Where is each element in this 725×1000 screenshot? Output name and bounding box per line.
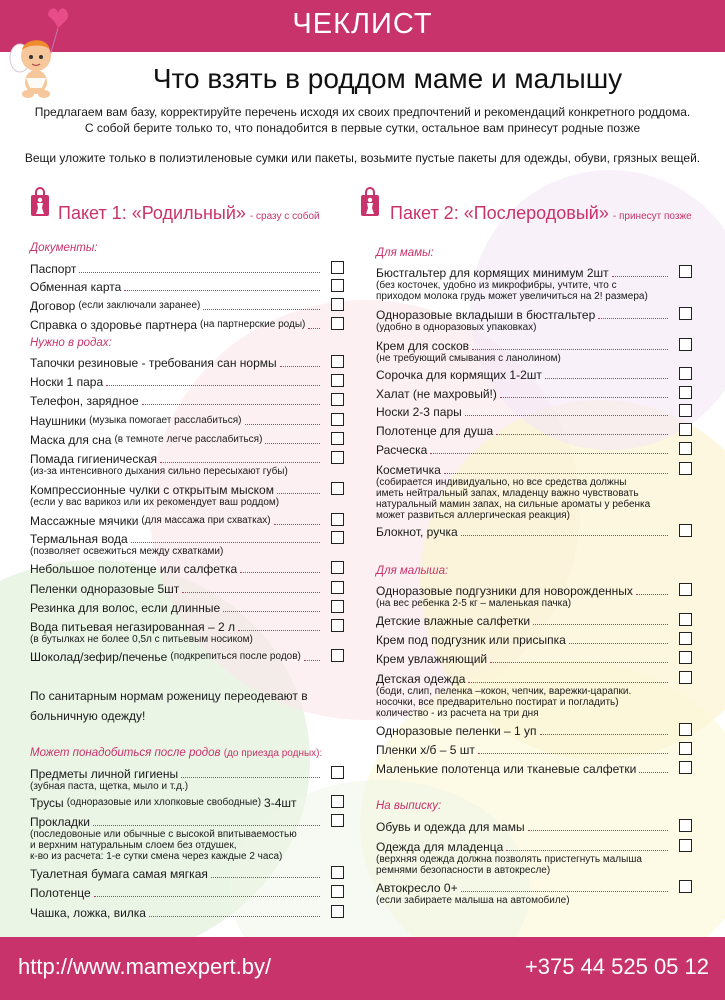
checklist-item-label: Обменная карта [30, 280, 122, 294]
dotted-leader [533, 624, 668, 625]
checkbox[interactable] [679, 367, 692, 380]
checklist-item [30, 356, 324, 370]
checkbox[interactable] [331, 581, 344, 594]
checkbox[interactable] [679, 462, 692, 475]
checklist-item-label: Резинка для волос, если длинные [30, 601, 221, 615]
dotted-leader [528, 830, 668, 831]
dotted-leader [245, 424, 320, 425]
checklist-item [30, 767, 324, 792]
checklist-item-label: Носки 1 пара [30, 375, 104, 389]
checkbox[interactable] [331, 513, 344, 526]
checklist-item [30, 262, 324, 276]
bag-woman-icon [360, 187, 380, 217]
checkbox[interactable] [679, 338, 692, 351]
checklist-item-label: Пеленки одноразовые 5шт [30, 582, 180, 596]
checklist-item-label: Массажные мячики [30, 514, 139, 528]
checkbox[interactable] [331, 261, 344, 274]
checkbox[interactable] [331, 355, 344, 368]
checklist-item-label: Предметы личной гигиены [30, 767, 179, 781]
checklist-item-detail: (без косточек, удобно из микрофибры, учтите, что с [376, 280, 617, 291]
checklist-item-label: Крем для сосков [376, 339, 469, 353]
checklist-item-label: Крем увлажняющий [376, 652, 488, 666]
checklist-item-detail: (если забираете малыша на автомобиле) [376, 895, 570, 906]
dotted-leader [160, 462, 320, 463]
dotted-leader [490, 662, 668, 663]
checklist-item-detail: (не требующий смывания с ланолином) [376, 353, 561, 364]
checklist-item-label: Носки 2-3 пары [376, 405, 462, 419]
checklist-item [376, 308, 672, 333]
section-title-mom: Для мамы: [376, 247, 434, 259]
checklist-item-detail: (в бутылках не более 0,5л с питьевым носиком) [30, 634, 253, 645]
checklist-item [376, 840, 672, 876]
checklist-item-label: Трусы [30, 796, 64, 810]
checklist-item-label: Детская одежда [376, 672, 466, 686]
checklist-item [376, 614, 672, 628]
checklist-item [30, 886, 324, 900]
checklist-item-label: Небольшое полотенце или салфетка [30, 562, 238, 576]
dotted-leader [468, 682, 668, 683]
checklist-item-label: Шоколад/зефир/печенье [30, 650, 168, 664]
checklist-item-detail: может развиться аллергическая реакция) [376, 510, 570, 521]
checklist-item-label: Косметичка [376, 463, 441, 477]
checklist-item [30, 532, 324, 557]
checklist-item-detail: приходом молока грудь может увеличиться на 2! размера) [376, 291, 648, 302]
dotted-leader [430, 453, 668, 454]
checkbox[interactable] [679, 307, 692, 320]
dotted-leader [274, 524, 320, 525]
checklist-item [30, 318, 324, 332]
checkbox[interactable] [331, 531, 344, 544]
checklist-item-label: Расческа [376, 443, 428, 457]
checklist-item [30, 414, 324, 428]
checklist-item-label: Обувь и одежда для мамы [376, 820, 525, 834]
checklist-item [376, 724, 672, 738]
dotted-leader [181, 777, 320, 778]
checklist-item-note: (для массажа при схватках) [141, 515, 271, 526]
footer-bar [0, 937, 725, 1000]
checklist-item-note: (на партнерские роды) [200, 319, 306, 330]
checklist-item-detail: к-во из расчета: 1-е сутки смена через каждые 2 часа) [30, 851, 283, 862]
checklist-item [30, 280, 324, 294]
dotted-leader [182, 592, 320, 593]
checkbox[interactable] [679, 632, 692, 645]
checklist-item-label: Одноразовые пеленки – 1 уп [376, 724, 537, 738]
pack1-header [58, 203, 320, 224]
checklist-item [30, 514, 324, 528]
checklist-item [376, 633, 672, 647]
hospital-clothes-line-1: По санитарным нормам роженицу переодевают в [30, 689, 308, 703]
checkbox[interactable] [331, 814, 344, 827]
checklist-item [376, 266, 672, 302]
checklist-item-label: Чашка, ложка, вилка [30, 906, 146, 920]
checkbox[interactable] [331, 482, 344, 495]
checklist-item-label: Вода питьевая негазированная – 2 л [30, 620, 235, 634]
checklist-item [30, 867, 324, 881]
checklist-item [30, 375, 324, 389]
header-label: ЧЕКЛИСТ [292, 8, 433, 40]
checkbox[interactable] [679, 723, 692, 736]
checklist-item-detail: иметь нейтральный запах, младенцу важно чувствовать [376, 488, 639, 499]
checklist-item-detail: (если у вас варикоз или их рекомендует ваш роддом) [30, 497, 280, 508]
checklist-item [376, 424, 672, 438]
checkbox[interactable] [331, 600, 344, 613]
checklist-item [30, 906, 324, 920]
checklist-item-label: Пленки х/б – 5 шт [376, 743, 475, 757]
checkbox[interactable] [679, 761, 692, 774]
checklist-item-note: (подкрепиться после родов) [170, 651, 301, 662]
dotted-leader [506, 850, 668, 851]
checklist-item-label: Одноразовые подгузники для новорожденных [376, 584, 633, 598]
checklist-item-detail: (боди, слип, пеленка –кокон, чепчик, варежки-царапки. [376, 686, 632, 697]
checklist-item [30, 601, 324, 615]
checklist-item [30, 452, 324, 477]
checkbox[interactable] [331, 317, 344, 330]
checklist-item-label: Полотенце [30, 886, 91, 900]
checklist-item [376, 463, 672, 521]
header-bar [0, 0, 725, 52]
dotted-leader [598, 318, 668, 319]
checklist-item-label: Бюстгальтер для кормящих минимум 2шт [376, 266, 609, 280]
dotted-leader [149, 916, 320, 917]
checkbox[interactable] [331, 866, 344, 879]
checklist-item-label: Блокнот, ручка [376, 525, 458, 539]
dotted-leader [223, 611, 320, 612]
checklist-item-label: Детские влажные салфетки [376, 614, 531, 628]
checkbox[interactable] [679, 442, 692, 455]
checkbox[interactable] [331, 561, 344, 574]
checkbox[interactable] [679, 524, 692, 537]
dotted-leader [496, 434, 668, 435]
checklist-item-label: Маленькие полотенца или тканевые салфетки [376, 762, 637, 776]
checklist-item [376, 743, 672, 757]
dotted-leader [639, 772, 668, 773]
checklist-item-label: Одежда для младенца [376, 840, 504, 854]
hospital-clothes-line-2: больничную одежду! [30, 709, 146, 723]
checkbox[interactable] [331, 298, 344, 311]
checklist-item-label: Автокресло 0+ [376, 881, 458, 895]
checklist-item [376, 672, 672, 719]
checklist-item [376, 820, 672, 834]
dotted-leader [131, 542, 320, 543]
checklist-item [376, 881, 672, 906]
checkbox[interactable] [679, 651, 692, 664]
checklist-item-detail: носочки, все предварительно постират и погладить) [376, 697, 619, 708]
checkbox[interactable] [331, 766, 344, 779]
dotted-leader [569, 643, 668, 644]
intro-line-2: С собой берите только то, что понадобится в первые сутки, остальное вам принесут родные позже [84, 121, 641, 135]
checklist-item [30, 796, 324, 810]
website-link[interactable]: http://www.mamexpert.by/ [18, 954, 272, 979]
checklist-item-detail: натуральный мамин запах, на сильные ароматы у ребенка [376, 499, 651, 510]
checklist-item-detail: (удобно в одноразовых упаковках) [376, 322, 537, 333]
checklist-item [376, 368, 672, 382]
checklist-item-label: Тапочки резиновые - требования сан нормы [30, 356, 277, 370]
checklist-item-label: Термальная вода [30, 532, 128, 546]
checklist-item-detail: (последовоные или обычные с высокой впитываемостью [30, 829, 297, 840]
checkbox[interactable] [331, 413, 344, 426]
checklist-item-note: (если заключали заранее) [78, 300, 201, 311]
checklist-item [376, 339, 672, 364]
checkbox[interactable] [679, 839, 692, 852]
checkbox[interactable] [331, 619, 344, 632]
checklist-item [376, 762, 672, 776]
checklist-item-label: Халат (не махровый!) [376, 387, 497, 401]
phone-number: +375 44 525 05 12 [524, 954, 709, 979]
checkbox[interactable] [679, 880, 692, 893]
checklist-item [30, 815, 324, 862]
checklist-item-note: (музыка помогает расслабиться) [89, 415, 242, 426]
section-title-birth: Нужно в родах: [30, 337, 112, 349]
checklist-item-label: Маска для сна [30, 433, 112, 447]
checklist-item [376, 443, 672, 457]
checklist-item [30, 299, 324, 313]
after-birth-title: Может понадобиться после родов [30, 747, 221, 759]
dotted-leader [461, 535, 668, 536]
dotted-leader [461, 891, 668, 892]
checklist-item [30, 433, 324, 447]
bag-woman-icon [30, 187, 50, 217]
dotted-leader [636, 594, 668, 595]
dotted-leader [545, 378, 668, 379]
checklist-item [30, 483, 324, 508]
dotted-leader [265, 443, 320, 444]
checkbox[interactable] [679, 265, 692, 278]
checkbox[interactable] [679, 671, 692, 684]
checkbox[interactable] [679, 742, 692, 755]
checklist-item-detail: (на вес ребенка 2-5 кг – маленькая пачка) [376, 598, 572, 609]
pack1-title: Пакет 1: «Родильный» [58, 203, 246, 223]
checklist-item-label: Паспорт [30, 262, 77, 276]
dotted-leader [79, 272, 320, 273]
checklist-item-note: (одноразовые или хлопковые свободные) [66, 797, 262, 808]
dotted-leader [465, 415, 668, 416]
checkbox[interactable] [331, 279, 344, 292]
checklist-item-label: Сорочка для кормящих 1-2шт [376, 368, 542, 382]
checklist-item [30, 650, 324, 664]
checkbox[interactable] [331, 393, 344, 406]
dotted-leader [142, 404, 320, 405]
hospital-clothes-note [30, 686, 308, 726]
checklist-item [376, 584, 672, 609]
checklist-item-label: Договор [30, 299, 76, 313]
checklist-item-detail: (собирается индивидуально, но все средства должны [376, 477, 627, 488]
dotted-leader [203, 309, 320, 310]
checklist-item-label: Туалетная бумага самая мягкая [30, 867, 208, 881]
pack2-header [390, 203, 692, 224]
checklist-item [30, 562, 324, 576]
checklist-item [376, 387, 672, 401]
checklist-item-detail: количество - из расчета на три дня [376, 708, 539, 719]
checkbox[interactable] [331, 905, 344, 918]
dotted-leader [211, 877, 320, 878]
dotted-leader [93, 825, 320, 826]
checkbox[interactable] [331, 795, 344, 808]
checklist-item-note: (в темноте легче расслабиться) [114, 434, 263, 445]
checkbox[interactable] [331, 885, 344, 898]
dotted-leader [238, 630, 320, 631]
pack1-subtitle: - сразу с собой [249, 211, 320, 222]
checklist-item-detail: и верхним натуральным слоем без отдушек, [30, 840, 237, 851]
pack2-title: Пакет 2: «Послеродовый» [390, 203, 609, 223]
checklist-item-detail: ремнями безопасности в автокресле) [376, 865, 551, 876]
checklist-item-label: Справка о здоровье партнера [30, 318, 198, 332]
dotted-leader [612, 276, 668, 277]
checklist-item [376, 525, 672, 539]
checklist-item [376, 405, 672, 419]
after-birth-note: (до приезда родных): [223, 748, 323, 759]
cupid-illustration [6, 4, 76, 99]
dotted-leader [280, 366, 320, 367]
checkbox[interactable] [331, 649, 344, 662]
section-title-exit: На выписку: [376, 800, 442, 812]
dotted-leader [444, 473, 668, 474]
checkbox[interactable] [679, 386, 692, 399]
intro-line-3: Вещи уложите только в полиэтиленовые сумки или пакеты, возьмите пустые пакеты для одежды, обуви, грязных вещей. [24, 151, 701, 165]
checklist-item-label: Телефон, зарядное [30, 394, 139, 408]
checkbox[interactable] [331, 374, 344, 387]
dotted-leader [106, 385, 320, 386]
checklist-item-label: Компрессионные чулки с открытым мыском [30, 483, 274, 497]
checklist-item-detail: (верхняя одежда должна позволять пристегнуть малыша [376, 854, 642, 865]
dotted-leader [240, 572, 320, 573]
dotted-leader [277, 493, 320, 494]
checklist-item-detail: (позволяет освежиться между схватками) [30, 546, 224, 557]
section-title-after-birth [30, 747, 322, 759]
checklist-item-label: Наушники [30, 414, 87, 428]
checklist-item-quantity: 3-4шт [264, 796, 297, 810]
page-title: Что взять в роддом маме и малышу [152, 63, 623, 94]
pack2-subtitle: - принесут позже [612, 211, 692, 222]
checklist-item-label: Крем под подгузник или присыпка [376, 633, 566, 647]
dotted-leader [124, 290, 320, 291]
section-title-baby: Для малыша: [376, 565, 449, 577]
section-title-documents: Документы: [30, 242, 98, 254]
checkbox[interactable] [331, 432, 344, 445]
checklist-item [376, 652, 672, 666]
checklist-item-detail: (из-за интенсивного дыхания сильно пересыхают губы) [30, 466, 288, 477]
checklist-item-label: Прокладки [30, 815, 90, 829]
checkbox[interactable] [679, 819, 692, 832]
checklist-item-detail: (зубная паста, щетка, мыло и т.д.) [30, 781, 189, 792]
checklist-item-label: Одноразовые вкладыши в бюстгальтер [376, 308, 596, 322]
checkbox[interactable] [331, 451, 344, 464]
dotted-leader [478, 753, 668, 754]
dotted-leader [540, 734, 668, 735]
dotted-leader [500, 397, 668, 398]
checklist-item-label: Помада гигиеническая [30, 452, 158, 466]
checklist-item [30, 582, 324, 596]
checkbox[interactable] [679, 404, 692, 417]
dotted-leader [308, 328, 320, 329]
checklist-item [30, 394, 324, 408]
checkbox[interactable] [679, 583, 692, 596]
dotted-leader [94, 896, 320, 897]
checkbox[interactable] [679, 423, 692, 436]
dotted-leader [304, 660, 320, 661]
checkbox[interactable] [679, 613, 692, 626]
intro-line-1: Предлагаем вам базу, корректируйте перечень исходя их своих предпочтений и рекомендаций конкретного роддома. [34, 105, 691, 119]
checklist-item-label: Полотенце для душа [376, 424, 494, 438]
checklist-item [30, 620, 324, 645]
dotted-leader [472, 349, 668, 350]
